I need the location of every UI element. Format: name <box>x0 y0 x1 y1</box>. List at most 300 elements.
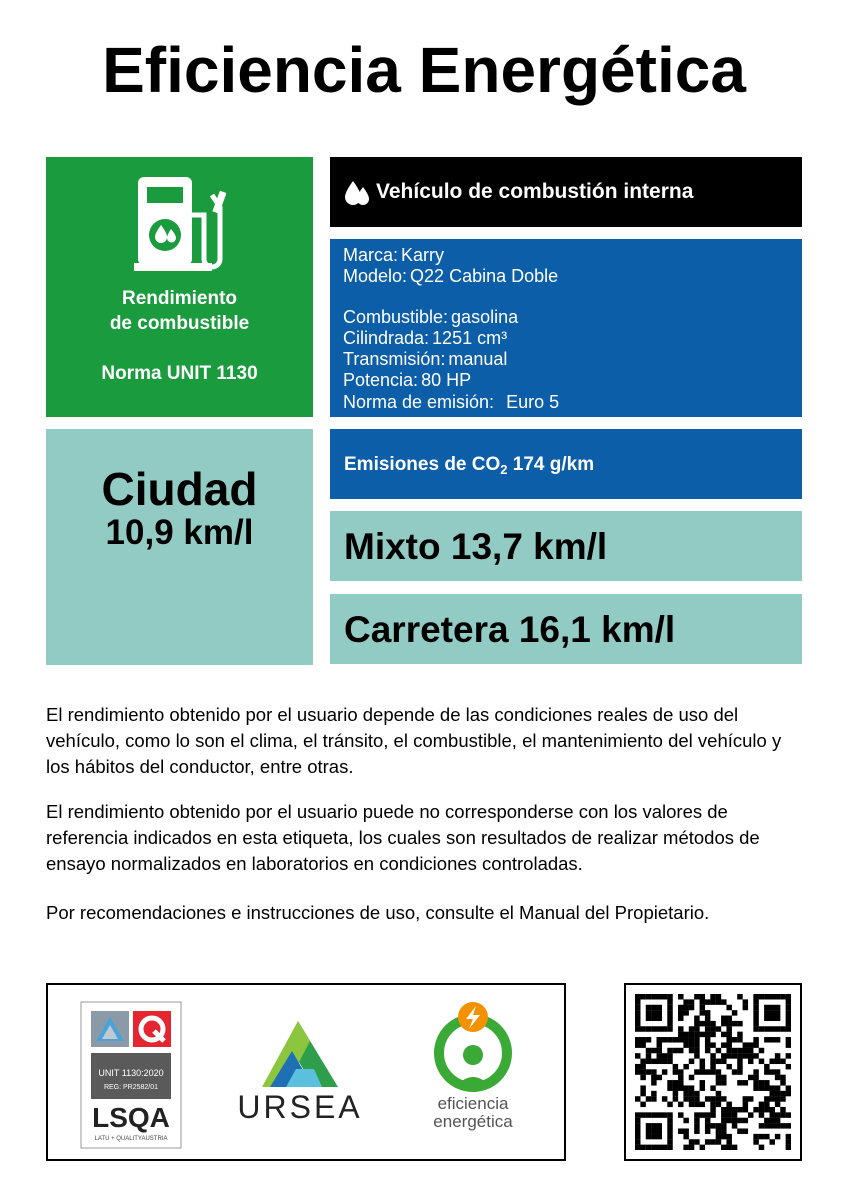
qr-module <box>646 1123 651 1128</box>
qr-module <box>683 1085 688 1090</box>
qr-module <box>753 1075 758 1080</box>
spec-value: Euro 5 <box>506 392 560 412</box>
qr-module <box>705 1016 710 1021</box>
qr-module <box>689 1005 694 1010</box>
qr-module <box>646 1134 651 1139</box>
qr-module <box>710 999 715 1004</box>
qr-module <box>667 1145 672 1150</box>
qr-module <box>769 994 774 999</box>
qr-module <box>753 1139 758 1144</box>
qr-module <box>640 1145 645 1150</box>
qr-module <box>651 1075 656 1080</box>
spec-marca <box>343 245 444 266</box>
qr-module <box>780 1107 785 1112</box>
qr-module <box>705 1139 710 1144</box>
spec-norma-emision <box>343 392 559 413</box>
qr-module <box>721 1042 726 1047</box>
qr-module <box>726 1102 731 1107</box>
qr-module <box>710 1102 715 1107</box>
qr-module <box>748 1048 753 1053</box>
qr-module <box>640 1075 645 1080</box>
qr-module <box>786 1016 791 1021</box>
qr-module <box>700 1010 705 1015</box>
qr-module <box>635 1139 640 1144</box>
qr-module <box>700 1021 705 1026</box>
qr-module <box>683 1032 688 1037</box>
qr-module <box>721 1107 726 1112</box>
qr-module <box>743 1048 748 1053</box>
qr-module <box>753 994 758 999</box>
qr-module <box>694 1091 699 1096</box>
qr-module <box>759 1134 764 1139</box>
qr-module <box>694 1139 699 1144</box>
qr-module <box>683 999 688 1004</box>
qr-module <box>732 1118 737 1123</box>
qr-module <box>716 999 721 1004</box>
qr-module <box>759 1080 764 1085</box>
qr-module <box>775 1026 780 1031</box>
qr-module <box>689 1059 694 1064</box>
qr-module <box>646 1112 651 1117</box>
qr-module <box>657 1026 662 1031</box>
spec-label: Transmisión: <box>343 349 446 369</box>
spec-value: Q22 Cabina Doble <box>410 266 559 286</box>
qr-module <box>678 994 683 999</box>
qr-module <box>726 1016 731 1021</box>
qr-module <box>678 1026 683 1031</box>
qr-module <box>657 1010 662 1015</box>
qr-module <box>726 1145 731 1150</box>
qr-module <box>678 1016 683 1021</box>
qr-module <box>635 994 640 999</box>
qr-module <box>753 1037 758 1042</box>
qr-module <box>651 1128 656 1133</box>
qr-module <box>716 994 721 999</box>
disclaimer-paragraph-3: Por recomendaciones e instrucciones de uso, consulte el Manual del Propietario. <box>46 902 710 923</box>
qr-module <box>667 994 672 999</box>
qr-module <box>743 1107 748 1112</box>
qr-module <box>673 1069 678 1074</box>
qr-module <box>667 999 672 1004</box>
qr-module <box>667 1128 672 1133</box>
qr-module <box>769 1118 774 1123</box>
eficiencia-energetica-logo <box>433 1001 515 1093</box>
qr-module <box>646 1016 651 1021</box>
fuel-pump-icon <box>134 175 226 275</box>
qr-module <box>786 1139 791 1144</box>
qr-module <box>775 1118 780 1123</box>
qr-module <box>705 1037 710 1042</box>
qr-module <box>721 1112 726 1117</box>
qr-module <box>705 1026 710 1031</box>
qr-module <box>721 1053 726 1058</box>
qr-module <box>646 1005 651 1010</box>
qr-module <box>667 1005 672 1010</box>
qr-module <box>705 1032 710 1037</box>
qr-module <box>651 1059 656 1064</box>
qr-module <box>775 1069 780 1074</box>
qr-module <box>646 994 651 999</box>
qr-module <box>764 1010 769 1015</box>
qr-module <box>694 1032 699 1037</box>
qr-module <box>657 1053 662 1058</box>
qr-module <box>651 1080 656 1085</box>
qr-module <box>775 1091 780 1096</box>
qr-module <box>726 1134 731 1139</box>
fuel-panel-label-line1: Rendimiento <box>121 288 238 309</box>
qr-module <box>657 1048 662 1053</box>
qr-module <box>737 1053 742 1058</box>
qr-module <box>651 1069 656 1074</box>
qr-module <box>769 1139 774 1144</box>
qr-module <box>753 999 758 1004</box>
qr-module <box>662 1037 667 1042</box>
qr-module <box>678 1112 683 1117</box>
qr-module <box>753 1134 758 1139</box>
qr-module <box>705 1096 710 1101</box>
qr-module <box>710 1069 715 1074</box>
qr-module <box>748 1053 753 1058</box>
lsqa-logo <box>80 1001 182 1149</box>
qr-module <box>640 1042 645 1047</box>
qr-module <box>769 1096 774 1101</box>
eficiencia-logo-text-1: eficiencia <box>437 1094 509 1113</box>
qr-module <box>667 1021 672 1026</box>
qr-module <box>667 1048 672 1053</box>
qr-module <box>710 1123 715 1128</box>
qr-module <box>753 1069 758 1074</box>
qr-module <box>764 1085 769 1090</box>
qr-module <box>737 1064 742 1069</box>
ursea-logo-mark <box>256 1017 346 1089</box>
qr-module <box>651 1091 656 1096</box>
lsqa-std-text: UNIT 1130:2020 <box>98 1068 164 1078</box>
qr-module <box>710 994 715 999</box>
qr-module <box>635 1064 640 1069</box>
qr-module <box>635 999 640 1004</box>
qr-module <box>662 1112 667 1117</box>
logos-box <box>46 983 566 1161</box>
qr-module <box>726 1139 731 1144</box>
qr-module <box>764 1069 769 1074</box>
qr-module <box>689 1048 694 1053</box>
qr-module <box>764 1096 769 1101</box>
qr-module <box>635 1128 640 1133</box>
qr-module <box>657 1128 662 1133</box>
city-label: Ciudad <box>101 463 258 515</box>
qr-module <box>726 1032 731 1037</box>
qr-module <box>716 1075 721 1080</box>
spec-label: Combustible: <box>343 307 449 327</box>
qr-module <box>726 1118 731 1123</box>
qr-module <box>716 1026 721 1031</box>
qr-module <box>764 1016 769 1021</box>
qr-module <box>786 1123 791 1128</box>
qr-module <box>651 1005 656 1010</box>
co2-emissions-box <box>330 429 802 499</box>
qr-module <box>651 1134 656 1139</box>
qr-module <box>667 1053 672 1058</box>
ursea-logo-text: URSEA <box>237 1089 363 1125</box>
qr-module <box>748 1112 753 1117</box>
qr-module <box>673 1080 678 1085</box>
qr-module <box>657 1145 662 1150</box>
qr-module <box>780 1096 785 1101</box>
page-title: Eficiencia Energética <box>102 34 746 106</box>
qr-module <box>689 1096 694 1101</box>
qr-module <box>710 1064 715 1069</box>
qr-module <box>710 1042 715 1047</box>
qr-module <box>705 1069 710 1074</box>
qr-module <box>732 1069 737 1074</box>
qr-module <box>694 1016 699 1021</box>
qr-module <box>721 1118 726 1123</box>
qr-module <box>780 1112 785 1117</box>
qr-module <box>716 1139 721 1144</box>
qr-module <box>662 1026 667 1031</box>
qr-module <box>759 994 764 999</box>
qr-module <box>651 1096 656 1101</box>
qr-module <box>694 1128 699 1133</box>
co2-prefix: Emisiones de CO <box>344 454 501 475</box>
qr-module <box>775 1134 780 1139</box>
qr-module <box>705 1042 710 1047</box>
qr-code[interactable] <box>635 994 791 1150</box>
qr-module <box>716 1096 721 1101</box>
qr-module <box>705 999 710 1004</box>
qr-module <box>753 1005 758 1010</box>
qr-module <box>700 1032 705 1037</box>
qr-module <box>651 1016 656 1021</box>
qr-module <box>635 1021 640 1026</box>
qr-module <box>694 1048 699 1053</box>
qr-module <box>657 1005 662 1010</box>
qr-module <box>726 1064 731 1069</box>
qr-module <box>678 1005 683 1010</box>
qr-module <box>651 994 656 999</box>
qr-module <box>737 1032 742 1037</box>
qr-module <box>683 1091 688 1096</box>
qr-module <box>683 1042 688 1047</box>
qr-module <box>786 1134 791 1139</box>
qr-module <box>786 1042 791 1047</box>
qr-module <box>748 1059 753 1064</box>
qr-code-box[interactable] <box>624 983 802 1161</box>
qr-module <box>651 1026 656 1031</box>
qr-module <box>759 1102 764 1107</box>
qr-module <box>786 1112 791 1117</box>
qr-module <box>662 1069 667 1074</box>
qr-module <box>737 1107 742 1112</box>
qr-module <box>640 1069 645 1074</box>
lsqa-name-text: LSQA <box>92 1102 170 1133</box>
qr-module <box>678 1085 683 1090</box>
highway-consumption-label: Carretera 16,1 km/l <box>344 609 676 650</box>
qr-module <box>764 1134 769 1139</box>
qr-module <box>732 1048 737 1053</box>
qr-module <box>678 1075 683 1080</box>
qr-module <box>667 1118 672 1123</box>
qr-module <box>635 1053 640 1058</box>
qr-module <box>732 1053 737 1058</box>
qr-module <box>726 1026 731 1031</box>
qr-module <box>753 1080 758 1085</box>
qr-module <box>753 1016 758 1021</box>
qr-module <box>657 1112 662 1117</box>
qr-module <box>710 1112 715 1117</box>
qr-module <box>657 1059 662 1064</box>
qr-module <box>764 1102 769 1107</box>
qr-module <box>651 1123 656 1128</box>
qr-module <box>721 1096 726 1101</box>
qr-module <box>662 1145 667 1150</box>
qr-module <box>640 1091 645 1096</box>
qr-module <box>700 1005 705 1010</box>
qr-module <box>743 1080 748 1085</box>
co2-value: 174 g/km <box>512 454 595 475</box>
qr-module <box>775 1112 780 1117</box>
qr-module <box>667 1016 672 1021</box>
qr-module <box>721 1021 726 1026</box>
qr-module <box>640 1059 645 1064</box>
qr-module <box>769 1026 774 1031</box>
vehicle-type-header <box>330 157 802 227</box>
qr-module <box>683 1134 688 1139</box>
qr-module <box>667 1102 672 1107</box>
qr-module <box>764 1064 769 1069</box>
qr-module <box>700 1085 705 1090</box>
qr-module <box>743 999 748 1004</box>
qr-module <box>721 1032 726 1037</box>
qr-module <box>732 1010 737 1015</box>
qr-module <box>775 1123 780 1128</box>
spec-label: Norma de emisión: <box>343 392 495 412</box>
qr-module <box>646 1069 651 1074</box>
qr-module <box>726 1005 731 1010</box>
fuel-efficiency-panel <box>46 157 313 417</box>
spec-combustible <box>343 307 518 328</box>
qr-module <box>694 1026 699 1031</box>
qr-module <box>780 994 785 999</box>
qr-module <box>673 1064 678 1069</box>
qr-module <box>705 1112 710 1117</box>
qr-module <box>753 1042 758 1047</box>
qr-module <box>694 1112 699 1117</box>
fuel-panel-label-line2: de combustible <box>109 313 250 334</box>
qr-module <box>737 1021 742 1026</box>
qr-module <box>743 1005 748 1010</box>
qr-module <box>705 1118 710 1123</box>
qr-module <box>646 1010 651 1015</box>
vehicle-specs <box>330 239 802 417</box>
qr-module <box>769 1091 774 1096</box>
vehicle-type-label: Vehículo de combustión interna <box>376 180 694 203</box>
qr-module <box>710 1096 715 1101</box>
qr-module <box>635 1118 640 1123</box>
qr-module <box>769 1112 774 1117</box>
mixed-consumption-box <box>330 511 802 581</box>
disclaimer-paragraph-1: El rendimiento obtenido por el usuario depende de las condiciones reales de uso del vehículo, como lo son el clima, el tránsito, el combustible, el mantenimiento del vehículo y los hábitos del conductor, entre otras. <box>46 704 782 777</box>
qr-module <box>748 1096 753 1101</box>
qr-module <box>683 1005 688 1010</box>
qr-module <box>662 1059 667 1064</box>
qr-module <box>635 1042 640 1047</box>
qr-module <box>769 1107 774 1112</box>
qr-module <box>640 1102 645 1107</box>
qr-module <box>721 1075 726 1080</box>
qr-module <box>775 1102 780 1107</box>
qr-module <box>759 1059 764 1064</box>
qr-module <box>646 1026 651 1031</box>
qr-module <box>651 1145 656 1150</box>
spec-transmision <box>343 349 507 370</box>
qr-module <box>689 1026 694 1031</box>
spec-potencia <box>343 370 471 391</box>
qr-module <box>694 1053 699 1058</box>
qr-module <box>710 1032 715 1037</box>
qr-module <box>651 1048 656 1053</box>
qr-module <box>673 1085 678 1090</box>
qr-module <box>775 994 780 999</box>
qr-module <box>769 1005 774 1010</box>
qr-module <box>743 1118 748 1123</box>
qr-module <box>737 1069 742 1074</box>
qr-module <box>657 1016 662 1021</box>
qr-module <box>700 1112 705 1117</box>
highway-consumption-box <box>330 594 802 664</box>
qr-module <box>662 1053 667 1058</box>
qr-module <box>764 1107 769 1112</box>
qr-module <box>657 1042 662 1047</box>
qr-module <box>726 1053 731 1058</box>
spec-label: Modelo: <box>343 266 408 286</box>
qr-module <box>657 1134 662 1139</box>
qr-module <box>786 1145 791 1150</box>
qr-module <box>753 1021 758 1026</box>
qr-module <box>716 1102 721 1107</box>
qr-module <box>764 1037 769 1042</box>
qr-module <box>667 1112 672 1117</box>
qr-module <box>683 1145 688 1150</box>
qr-module <box>689 1085 694 1090</box>
qr-module <box>683 1118 688 1123</box>
qr-module <box>716 1080 721 1085</box>
qr-module <box>786 1037 791 1042</box>
spec-value: manual <box>448 349 508 369</box>
qr-module <box>667 1134 672 1139</box>
qr-module <box>640 1026 645 1031</box>
qr-module <box>667 1080 672 1085</box>
qr-module <box>646 1145 651 1150</box>
qr-module <box>775 1075 780 1080</box>
qr-module <box>721 1145 726 1150</box>
eficiencia-logo-text-2: energética <box>433 1112 513 1131</box>
qr-module <box>743 1053 748 1058</box>
qr-module <box>769 1085 774 1090</box>
qr-module <box>737 1048 742 1053</box>
qr-module <box>737 1059 742 1064</box>
qr-module <box>700 1145 705 1150</box>
qr-module <box>759 1107 764 1112</box>
spec-value: 1251 cm³ <box>432 328 508 348</box>
qr-module <box>786 1064 791 1069</box>
qr-module <box>748 1075 753 1080</box>
qr-module <box>689 1042 694 1047</box>
qr-module <box>753 1026 758 1031</box>
qr-module <box>678 1037 683 1042</box>
qr-module <box>780 1080 785 1085</box>
qr-module <box>689 1145 694 1150</box>
